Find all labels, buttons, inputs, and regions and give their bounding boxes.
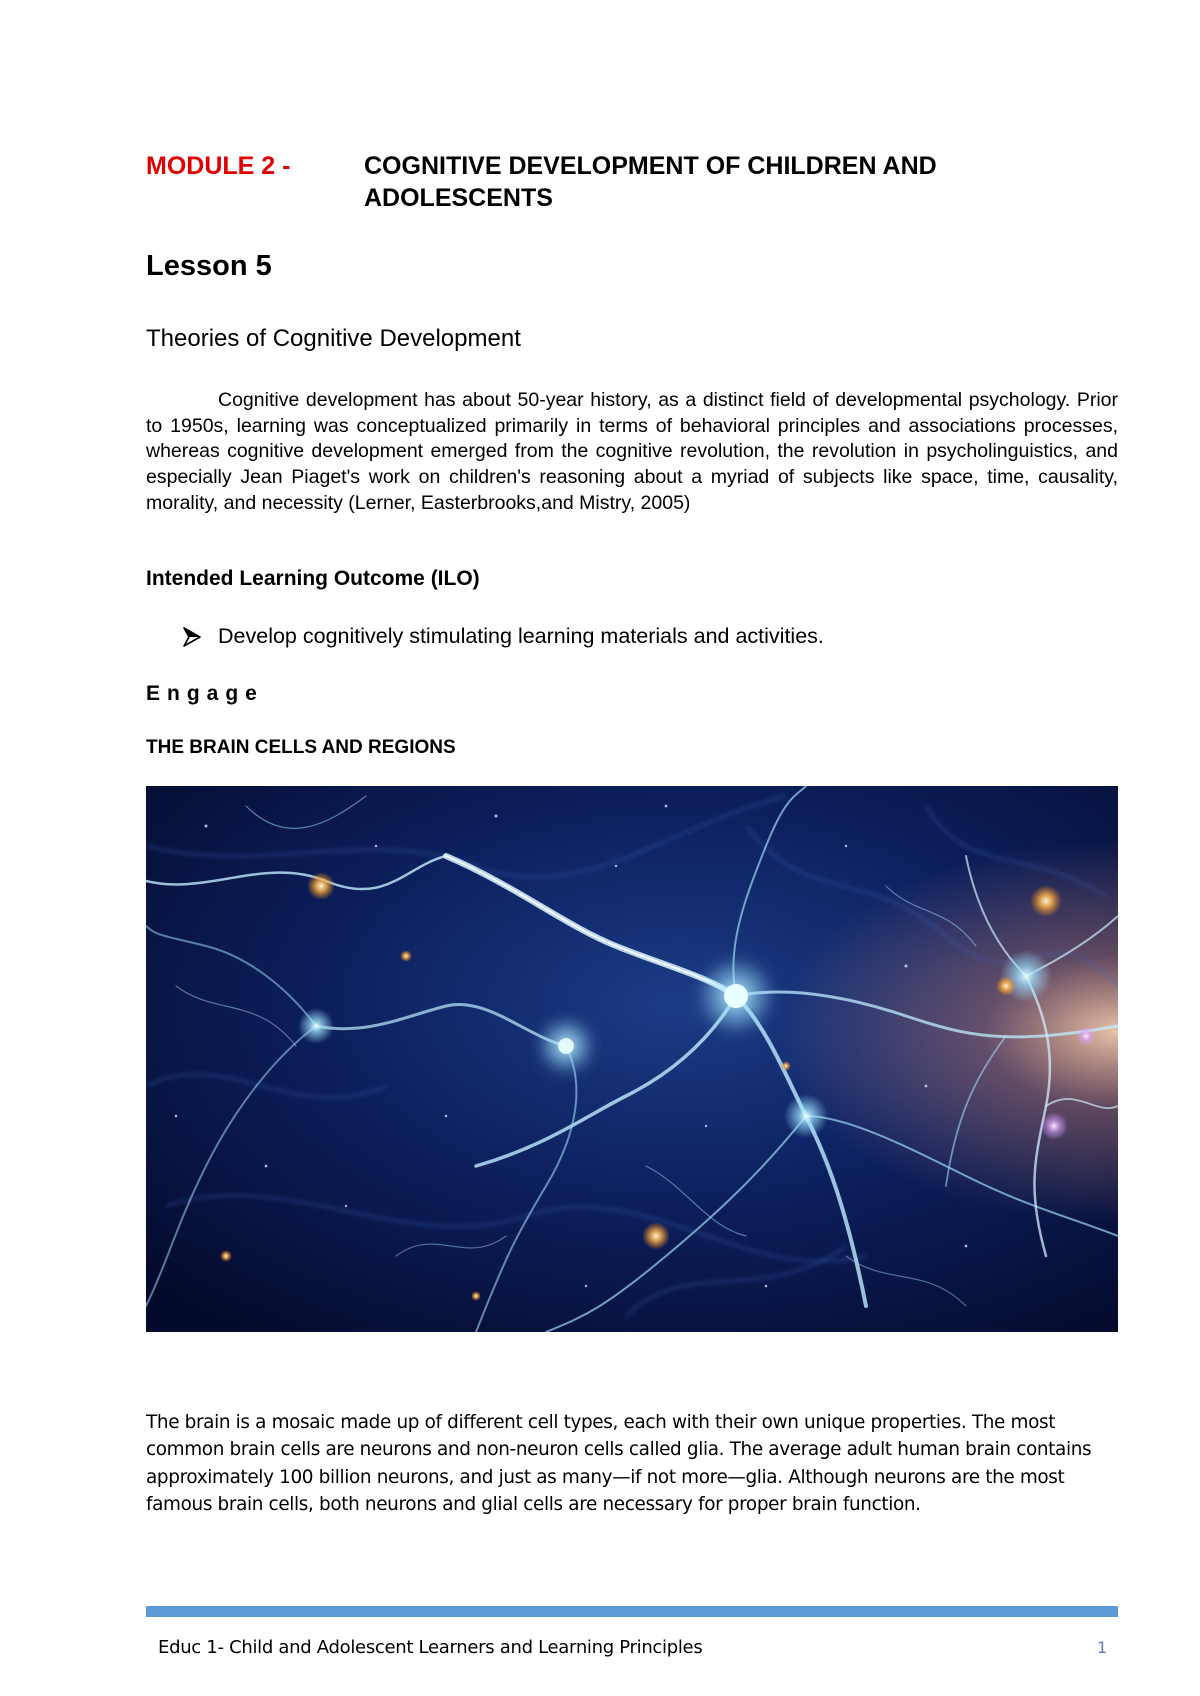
intro-paragraph: Cognitive development has about 50-year history, as a distinct field of developmental psychology. Prior to 1950s, learning was conceptualized primarily in terms of behavioral principles and associations processes, whereas cognitive development emerged from the cognitive revolution, the revolution in psycholinguistics, and especially Jean Piaget's work on children's reasoning about a myriad of subjects like space, time, causality, morality, and necessity (Lerner, Easterbrooks,and Mistry, 2005) (146, 389, 1118, 514)
ilo-item-text: Develop cognitively stimulating learning materials and activities. (218, 624, 824, 648)
ilo-list-item (183, 624, 824, 649)
footer-course-title: Educ 1- Child and Adolescent Learners and Learning Principles (158, 1637, 703, 1658)
neuron-image (146, 786, 1118, 1332)
section-title: THE BRAIN CELLS AND REGIONS (146, 737, 456, 758)
engage-heading: Engage (146, 682, 264, 705)
lesson-title: Lesson 5 (146, 250, 272, 282)
neuron-illustration (146, 786, 1118, 1332)
module-title: COGNITIVE DEVELOPMENT OF CHILDREN AND ADOLESCENTS (364, 152, 937, 212)
arrow-bullet-icon (183, 627, 201, 647)
page-number: 1 (1097, 1638, 1108, 1657)
module-label: MODULE 2 - (146, 152, 291, 180)
brain-cells-paragraph: The brain is a mosaic made up of different cell types, each with their own unique properties. The most common brain cells are neurons and non-neuron cells called glia. The average adult human brain contains approximately 100 billion neurons, and just as many—if not more—glia. Although neurons are the most famous brain cells, both neurons and glial cells are necessary for proper brain function. (146, 1412, 1092, 1515)
ilo-heading: Intended Learning Outcome (ILO) (146, 567, 480, 590)
footer-divider (146, 1606, 1118, 1617)
lesson-subtitle: Theories of Cognitive Development (146, 325, 521, 352)
